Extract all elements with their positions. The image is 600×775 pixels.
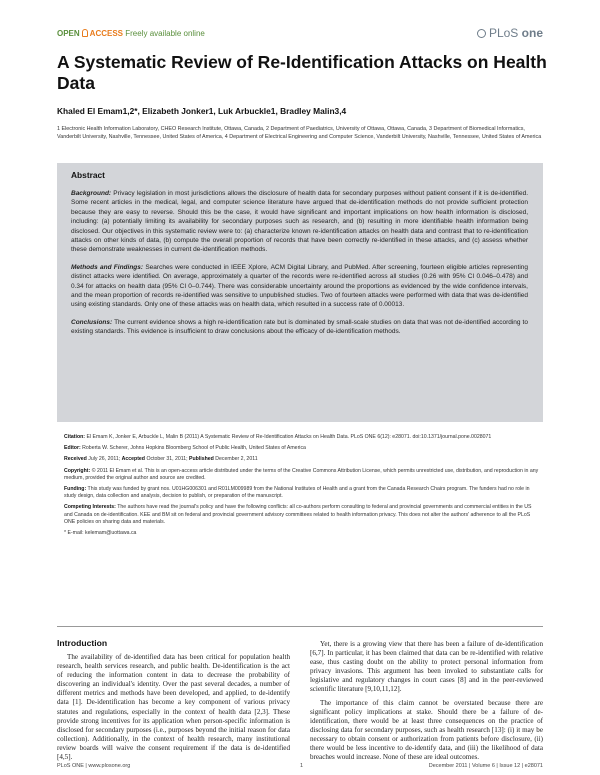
article-metadata [64, 434, 540, 541]
open-access-banner [57, 29, 205, 38]
footer-journal-url: PLoS ONE | www.plosone.org [57, 763, 131, 769]
competing-text: The authors have read the journal's policy and have the following conflicts: all co-authors perform consulting to federal and provincial governments and commercial entities in the US and Canada on de-identification. KEE and BM sit on federal and provincial government advisory committees related to health information privacy. This does not alter the authors' adherence to all the PLoS ONE policies on sharing data and materials. [64, 504, 532, 525]
copyright-label: Copyright: [64, 467, 91, 474]
funding-text: This study was funded by grant nos. U01HG006301 and R01LM009989 from the National Institutes of Health and a grant from the Canada Research Chairs program. The funders had no role in study design, data collection and analysis, decision to publish, or preparation of the manuscript. [64, 486, 530, 500]
citation [64, 434, 540, 441]
article-title: A Systematic Review of Re-Identification Attacks on Health Data [57, 52, 547, 93]
journal-name-one: one [521, 26, 543, 40]
citation-text: El Emam K, Jonker E, Arbuckle L, Malin B (2011) A Systematic Review of Re-Identification Attacks on Health Data. PLoS ONE 6(12): e28071. doi:10.1371/journal.pone.0028071 [86, 434, 492, 440]
abstract-box [57, 163, 543, 422]
funding-label: Funding: [64, 486, 87, 493]
background-label: Background: [71, 190, 112, 197]
published-label: Published [189, 456, 214, 463]
introduction-heading: Introduction [57, 638, 108, 648]
background-text: Privacy legislation in most jurisdictions allows the disclosure of health data for secondary purposes without patient consent if it is de-identified. Some recent articles in the medical, legal, and computer science literature have argued that de-identification methods do not provide sufficient protection because they are easy to reverse. Should this be the case, it would have significant and important implications on how health information is disclosed, including: (a) potentially limiting its availability for secondary purposes such as research, and (b) resulting in more identifiable health information being disclosed. Our objectives in this systematic review were to: (a) characterize known re-identification attacks on health data and contrast that to re-identification attacks on other kinds of data, (b) compute the overall proportion of records that have been correctly re-identified in these attacks, and (c) assess whether these demonstrate weaknesses in current de-identification methods. [71, 190, 528, 254]
access-label: ACCESS [89, 29, 124, 38]
abstract-heading: Abstract [71, 170, 105, 180]
freely-available-label: Freely available online [125, 29, 205, 38]
page-footer [57, 763, 543, 772]
editor-label: Editor: [64, 445, 81, 452]
accepted-label: Accepted [121, 456, 145, 463]
journal-name-plos: PLoS [488, 26, 519, 40]
dates [64, 456, 540, 463]
published-date: December 2, 2011 [215, 456, 258, 463]
corresponding-email: * E-mail: kelemam@uottawa.ca [64, 530, 137, 537]
copyright [64, 468, 540, 482]
section-divider [57, 626, 543, 627]
abstract-methods [71, 263, 528, 310]
abstract-conclusions [71, 318, 528, 337]
competing-interests [64, 504, 540, 526]
page-number: 1 [300, 763, 304, 769]
journal-header [57, 27, 543, 43]
editor-text: Roberta W. Scherer, Johns Hopkins Bloomberg School of Public Health, United States of America [82, 445, 306, 452]
intro-paragraph-1: The availability of de-identified data has been critical for population health research, health services research, and public health. De-identification is the act of reducing the information content in data to decrease the probability of discovering an individual's identity. Over the past several decades, a number of different metrics and methods have been developed, and applied, to de-identify data [1]. De-identification has become a key component of various privacy statutes and regulations, especially in the context of health data [2,3]. These provide strong incentives for its application when person-specific information is disclosed for secondary purposes (i.e., purposes beyond the initial reason for data collection). Additionally, in the context of health research, many institutional review boards will waive the consent requirement if the data is de-identified [4,5]. [57, 653, 290, 762]
funding [64, 486, 540, 500]
competing-label: Competing Interests: [64, 504, 116, 511]
abstract-background [71, 189, 528, 255]
received-date: July 26, 2011; [88, 456, 121, 463]
intro-paragraph-3: The importance of this claim cannot be overstated because there are significant policy implications at stake. Should there be a failure of de-identification, there would be at least three consequences on the practice of disclosing data for secondary purposes, such as health research [13]: (i) it may be necessary to obtain consent or authorization from patients before disclosure, (ii) there would be less incentive to de-identify data, and (iii) the likelihood of data breaches would increase. None of these are ideal outcomes. [310, 698, 543, 762]
methods-text: Searches were conducted in IEEE Xplore, ACM Digital Library, and PubMed. After screening, fourteen eligible articles representing distinct attacks were identified. On average, approximately a quarter of the records were re-identified across all studies (0.26 with 95% CI 0.046–0.478) and 0.34 for attacks on health data (95% CI 0–0.744). There was considerable uncertainty around the proportions as evidenced by the wide confidence intervals, and the mean proportion of records re-identified was sensitive to unpublished studies. Two of fourteen attacks were performed with data that was de-identified using existing standards. Only one of these attacks was on health data, which resulted in a success rate of 0.00013. [71, 263, 528, 309]
intro-paragraph-2: Yet, there is a growing view that there has been a failure of de-identification [6,7]. In particular, it has been claimed that data can be re-identified with relative ease, thus casting doubt on the ability to protect personal information from privacy invasions. This argument has been invoked to substantiate calls for legislative and regulatory changes in court cases [8] and in the peer-reviewed scientific literature [9,10,11,12]. [310, 640, 543, 694]
received-label: Received [64, 456, 87, 463]
journal-logo [477, 26, 543, 40]
affiliations: 1 Electronic Health Information Laboratory, CHEO Research Institute, Ottawa, Canada, 2 Department of Paediatrics, University of Ottawa, Ottawa, Canada, 3 Department of Biomedical Informatics, Vanderbilt University, Nashville, Tennessee, United States of America, 4 Department of Electrical Engineering and Computer Science, Vanderbilt University, Nashville, Tennessee, United States of America [57, 126, 542, 141]
methods-label: Methods and Findings: [71, 263, 144, 271]
conclusions-text: The current evidence shows a high re-identification rate but is dominated by small-scale studies on data that was not de-identified according to existing standards. This evidence is insufficient to draw conclusions about the efficacy of de-identification methods. [71, 318, 528, 336]
copyright-text: © 2011 El Emam et al. This is an open-access article distributed under the terms of the Creative Commons Attribution License, which permits unrestricted use, distribution, and reproduction in any medium, provided the original author and source are credited. [64, 467, 539, 481]
citation-label: Citation: [64, 434, 86, 440]
conclusions-label: Conclusions: [71, 318, 113, 326]
editor [64, 445, 540, 452]
body-column-right [310, 640, 543, 762]
plos-circle-icon [477, 29, 486, 38]
body-column-left [57, 638, 290, 762]
open-label: OPEN [57, 29, 80, 38]
open-access-lock-icon [82, 29, 88, 37]
accepted-date: October 31, 2011; [146, 456, 188, 463]
author-list: Khaled El Emam1,2*, Elizabeth Jonker1, Luk Arbuckle1, Bradley Malin3,4 [57, 106, 347, 116]
footer-issue-info: December 2011 | Volume 6 | Issue 12 | e28071 [428, 763, 543, 769]
